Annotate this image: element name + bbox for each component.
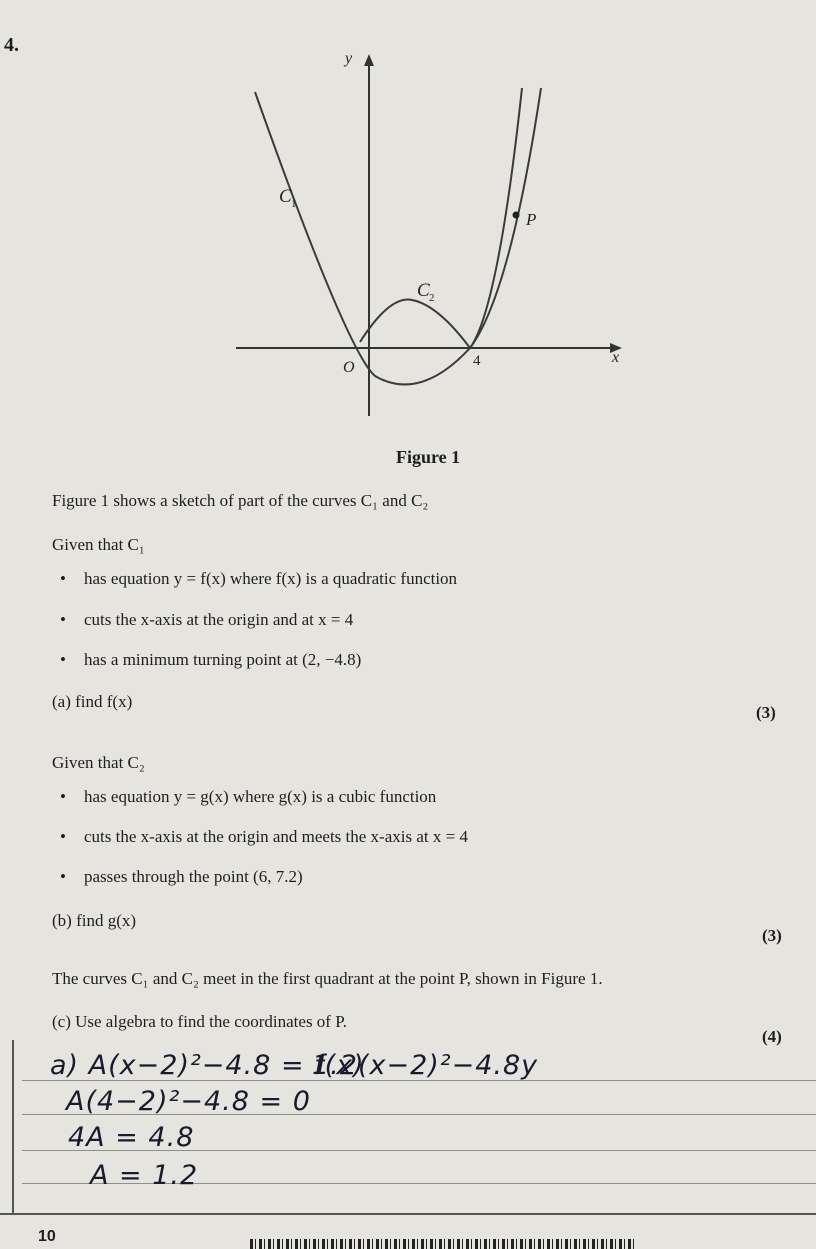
x-tick-label: 4 xyxy=(473,353,481,369)
x-axis-label: x xyxy=(612,349,620,366)
y-axis-arrow-icon xyxy=(364,54,374,66)
handwritten-line-4: A = 1.2 xyxy=(90,1160,199,1191)
c1-bullet-2: • cuts the x-axis at the origin and at x = 4 xyxy=(84,610,353,630)
intro-text: Figure 1 shows a sketch of part of the curves C₁ and C₂ xyxy=(52,491,429,510)
c1-bullet-3: • has a minimum turning point at (2, −4.8) xyxy=(84,650,361,670)
part-a-marks: (3) xyxy=(756,703,776,722)
curve-c2-sub: 2 xyxy=(429,292,435,304)
c1-bullet-1: • has equation y = f(x) where f(x) is a quadratic function xyxy=(84,569,457,589)
question-number: 4. xyxy=(4,34,19,56)
y-axis-label: y xyxy=(345,50,353,67)
handwritten-line-1: a) A(x−2)²−4.8 = f(x) xyxy=(50,1050,365,1081)
c2-bullet-3: • passes through the point (6, 7.2) xyxy=(84,867,303,887)
answer-box-bottom-border xyxy=(0,1213,816,1215)
given-c1-heading: Given that C₁ xyxy=(52,535,145,554)
point-p-label: P xyxy=(526,210,537,229)
page-number: 10 xyxy=(38,1228,56,1245)
c2-bullet-2: • cuts the x-axis at the origin and meets the x-axis at x = 4 xyxy=(84,827,468,847)
handwritten-line-2: A(4−2)²−4.8 = 0 xyxy=(66,1086,311,1117)
c2-bullet-1: • has equation y = g(x) where g(x) is a cubic function xyxy=(84,787,436,807)
figure-caption: Figure 1 xyxy=(396,447,461,467)
barcode xyxy=(250,1239,636,1249)
curve-c1 xyxy=(255,88,541,384)
part-b-label: (b) find g(x) xyxy=(52,911,137,930)
part-b-marks: (3) xyxy=(762,926,782,945)
curve-c2 xyxy=(360,88,522,348)
given-c2-heading: Given that C₂ xyxy=(52,753,145,772)
handwritten-line-1-right: 1.2(x−2)²−4.8y xyxy=(312,1050,539,1081)
curve-c1-sub: 1 xyxy=(291,198,297,210)
part-c-marks: (4) xyxy=(762,1027,782,1046)
part-c-label: (c) Use algebra to find the coordinates of P. xyxy=(52,1012,348,1031)
meet-text: The curves C₁ and C₂ meet in the first quadrant at the point P, shown in Figure 1. xyxy=(52,969,603,988)
handwritten-line-3: 4A = 4.8 xyxy=(68,1122,195,1153)
curve-c1-label: C xyxy=(279,186,292,207)
answer-box-left-border xyxy=(12,1040,14,1215)
origin-label: O xyxy=(343,359,355,376)
figure-1-sketch xyxy=(0,0,816,440)
curve-c2-label: C xyxy=(417,280,430,301)
point-p-marker xyxy=(513,212,520,219)
part-a-label: (a) find f(x) xyxy=(52,692,133,711)
